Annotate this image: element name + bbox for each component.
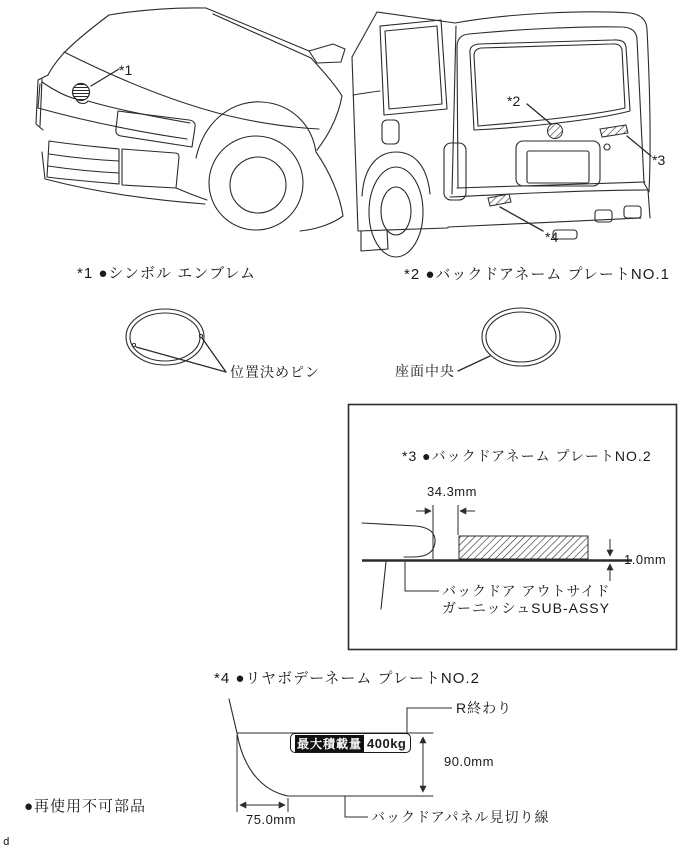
front-car-figure xyxy=(36,8,345,231)
legend-item-3: *3 ●バックドアネーム プレートNO.2 xyxy=(402,448,652,464)
legend-item-4: *4 ●リヤボデーネーム プレートNO.2 xyxy=(214,670,480,687)
front-emblem-hatched xyxy=(73,84,90,101)
positioning-pin-left xyxy=(132,343,135,346)
plate4-hatched xyxy=(488,194,511,206)
positioning-pin-label: 位置決めピン xyxy=(230,364,320,380)
plate3-section-hatched xyxy=(459,536,588,559)
rear-van-figure xyxy=(352,12,651,257)
page-footer-char: d xyxy=(3,835,10,848)
positioning-pin-right xyxy=(199,334,202,337)
plate3-hatched xyxy=(600,125,628,137)
callout-3: *3 xyxy=(652,152,666,168)
max-load-label: 最大積載量 xyxy=(297,736,363,751)
emblem-back-detail xyxy=(126,309,226,372)
plate4-detail-drawing xyxy=(229,699,452,817)
dim-height: 90.0mm xyxy=(444,754,494,769)
callout-4: *4 xyxy=(545,229,559,245)
legend-item-2: *2 ●バックドアネーム プレートNO.1 xyxy=(404,266,670,283)
max-load-value: 400kg xyxy=(367,735,407,751)
callout-2: *2 xyxy=(507,93,521,109)
r-end-label: R終わり xyxy=(456,700,513,716)
garnish-label-line2: ガーニッシュSUB-ASSY xyxy=(442,600,610,616)
callout-4-leader xyxy=(500,207,543,231)
panel-parting-line-label: バックドアパネル見切り線 xyxy=(371,809,550,825)
seat-center-label: 座面中央 xyxy=(395,363,455,379)
garnish-label-line1: バックドア アウトサイド xyxy=(442,583,611,599)
max-load-plate xyxy=(290,733,411,753)
dim-plate-thickness: 1.0mm xyxy=(624,552,667,567)
rear-emblem-hatched xyxy=(548,124,563,139)
legend-item-1: *1 ●シンボル エンブレム xyxy=(77,265,257,282)
emblem-seat-detail xyxy=(458,308,560,371)
callout-3-leader xyxy=(627,136,651,156)
callout-1: *1 xyxy=(119,62,133,78)
dim-width: 75.0mm xyxy=(246,812,296,827)
non-reusable-note: ●再使用不可部品 xyxy=(24,798,147,815)
dim-offset-width: 34.3mm xyxy=(427,484,477,499)
